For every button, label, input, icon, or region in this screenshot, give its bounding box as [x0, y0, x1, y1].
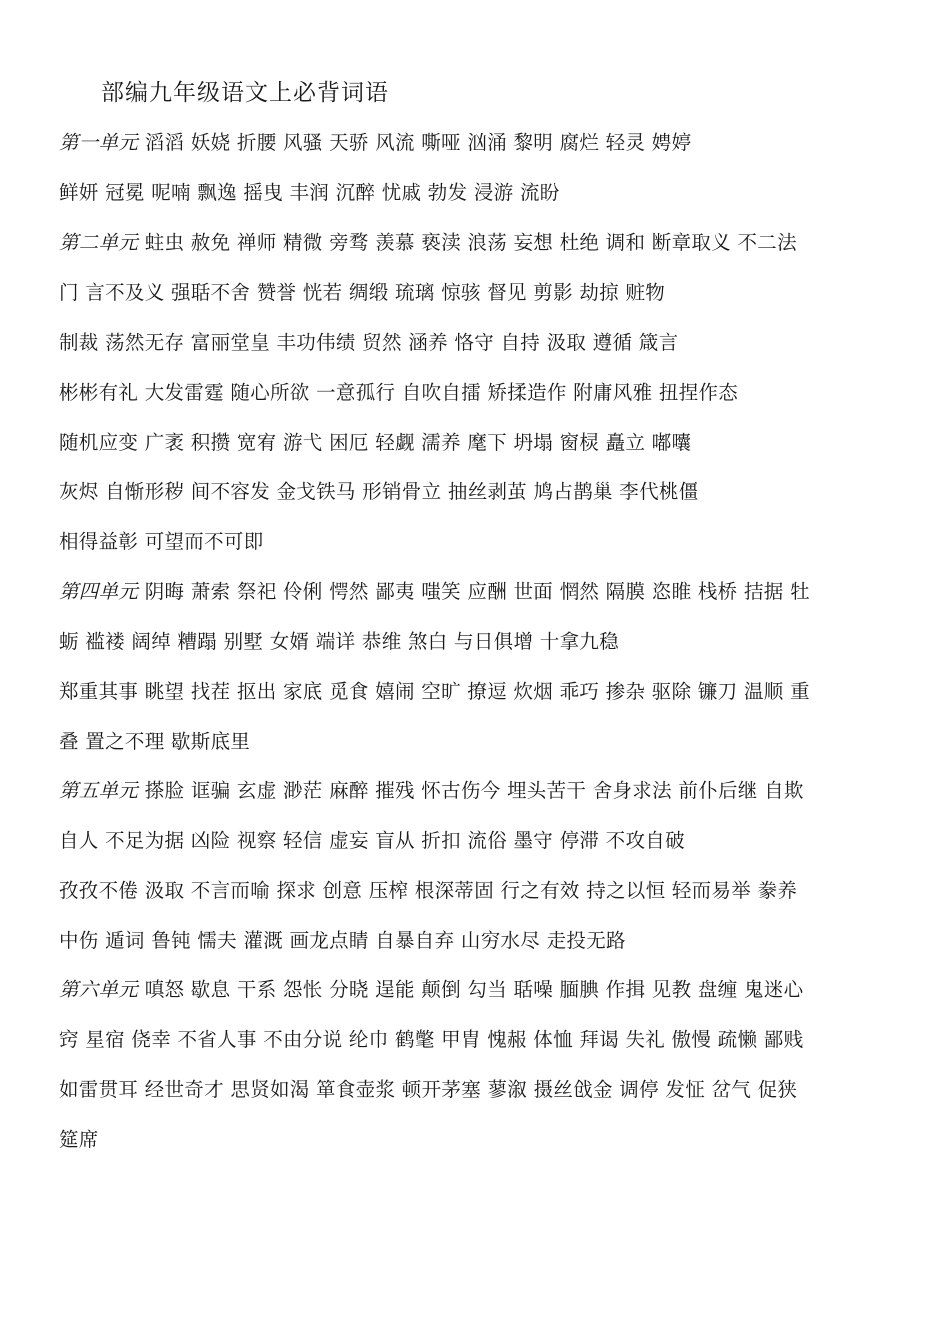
word-list: 门 言不及义 强聒不舍 赞誉 恍若 绸缎 琉璃 惊骇 督见 剪影 劫掠 赃物	[59, 281, 666, 304]
word-list: 制裁 荡然无存 富丽堂皇 丰功伟绩 贸然 涵养 恪守 自持 汲取 遵循 箴言	[59, 331, 679, 354]
word-list: 自人 不足为据 凶险 视察 轻信 虚妄 盲从 折扣 流俗 墨守 停滞 不攻自破	[59, 829, 685, 852]
word-list: 蛀虫 赦免 禅师 精微 旁骛 羡慕 亵渎 浪荡 妄想 杜绝 调和 断章取义 不二法	[138, 231, 797, 254]
word-list: 滔滔 妖娆 折腰 风骚 天骄 风流 嘶哑 汹涌 黎明 腐烂 轻灵 娉婷	[138, 131, 692, 154]
word-list: 相得益彰 可望而不可即	[59, 530, 264, 553]
text-line	[59, 577, 810, 607]
word-list: 如雷贯耳 经世奇才 思贤如渴 箪食壶浆 顿开茅塞 蓼溆 摄丝戗金 调停 发怔 岔气 促狭	[59, 1078, 798, 1101]
text-line	[59, 428, 691, 458]
unit-label: 第一单元	[59, 131, 139, 154]
text-line	[59, 975, 803, 1005]
word-list: 孜孜不倦 汲取 不言而喻 探求 创意 压榨 根深蒂固 行之有效 持之以恒 轻而易举 豢养	[59, 879, 798, 902]
word-list: 嗔怒 歇息 干系 怨怅 分晓 逞能 颠倒 勾当 聒噪 腼腆 作揖 见教 盘缠 鬼迷心	[138, 978, 804, 1001]
word-list: 彬彬有礼 大发雷霆 随心所欲 一意孤行 自吹自擂 矫揉造作 附庸风雅 扭捏作态	[59, 381, 739, 404]
unit-label: 第六单元	[59, 978, 139, 1001]
word-list: 郑重其事 眺望 找茬 抠出 家底 觅食 嬉闹 空旷 撩逗 炊烟 乖巧 掺杂 驱除 镰刀 温顺 重	[59, 680, 810, 703]
unit-label: 第四单元	[59, 580, 139, 603]
text-line	[59, 1125, 99, 1155]
word-list: 叠 置之不理 歇斯底里	[59, 730, 251, 753]
text-line	[59, 477, 699, 507]
word-list: 搽脸 诓骗 玄虚 渺茫 麻醉 摧残 怀古伤今 埋头苦干 舍身求法 前仆后继 自欺	[138, 779, 804, 802]
text-line	[59, 1075, 797, 1105]
document-title: 部编九年级语文上必背词语	[101, 80, 389, 106]
word-list: 蛎 褴褛 阔绰 糟蹋 别墅 女婿 端详 恭维 煞白 与日俱增 十拿九稳	[59, 630, 619, 653]
text-line	[59, 677, 810, 707]
word-list: 中伤 遁词 鲁钝 懦夫 灌溉 画龙点睛 自暴自弃 山穷水尽 走投无路	[59, 929, 626, 952]
text-line	[59, 527, 264, 557]
text-line	[59, 178, 560, 208]
text-line	[59, 1025, 803, 1055]
text-line	[59, 378, 738, 408]
unit-label: 第二单元	[59, 231, 139, 254]
unit-label: 第五单元	[59, 779, 139, 802]
word-list: 筵席	[59, 1128, 99, 1151]
word-list: 随机应变 广袤 积攒 宽宥 游弋 困厄 轻觑 濡养 麾下 坍塌 窗棂 矗立 嘟囔	[59, 431, 692, 454]
text-line	[59, 627, 619, 657]
word-list: 鲜妍 冠冕 呢喃 飘逸 摇曳 丰润 沉醉 忧戚 勃发 浸游 流盼	[59, 181, 560, 204]
word-list: 窍 星宿 侥幸 不省人事 不由分说 纶巾 鹤氅 甲胄 愧赧 体恤 拜谒 失礼 傲慢 疏懒 鄙贱	[59, 1028, 804, 1051]
text-line	[59, 128, 691, 158]
text-line	[59, 727, 250, 757]
text-line	[59, 328, 678, 358]
text-line	[59, 228, 797, 258]
text-line	[59, 826, 685, 856]
text-line	[59, 278, 665, 308]
text-line	[59, 926, 626, 956]
word-list: 阴晦 萧索 祭祀 伶俐 愕然 鄙夷 嗤笑 应酬 世面 惘然 隔膜 恣睢 栈桥 拮据 牡	[138, 580, 810, 603]
text-line	[59, 876, 797, 906]
text-line	[59, 776, 804, 806]
word-list: 灰烬 自惭形秽 间不容发 金戈铁马 形销骨立 抽丝剥茧 鸠占鹊巢 李代桃僵	[59, 480, 699, 503]
